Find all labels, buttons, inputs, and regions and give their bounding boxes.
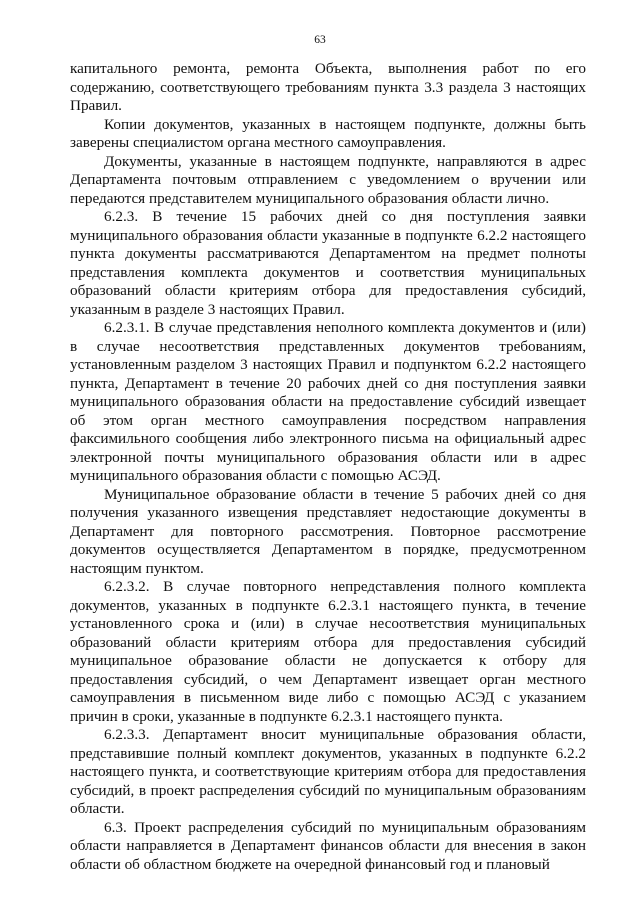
paragraph: Муниципальное образование области в течение 5 рабочих дней со дня получения указанного извещения представляет недостающие документы в Департамент для повторного рассмотрения. Повторное рассмотрение документов осуществляется Департаментом в порядке, предусмотренном настоящим пунктом. xyxy=(70,485,586,577)
paragraph-6-2-3: 6.2.3. В течение 15 рабочих дней со дня поступления заявки муниципального образования области указанные в подпункте 6.2.2 настоящего пункта документы рассматриваются Департаментом на предмет полноты представления комплекта документов и соответствия муниципальных образований области критериям отбора для предоставления субсидий, указанным в разделе 3 настоящих Правил. xyxy=(70,208,586,318)
document-body xyxy=(70,60,586,874)
paragraph-6-2-3-2: 6.2.3.2. В случае повторного непредставления полного комплекта документов, указанных в подпункте 6.2.3.1 настоящего пункта, в течение установленного срока и (или) в случае несоответствия муниципальных образований области критериям отбора для предоставления субсидий муниципальное образование области не допускается к отбору для предоставления субсидий, о чем Департамент извещает орган местного самоуправления в письменном виде либо с помощью АСЭД с указанием причин в сроки, указанные в подпункте 6.2.3.1 настоящего пункта. xyxy=(70,578,586,725)
page-number: 63 xyxy=(314,34,326,46)
paragraph: Документы, указанные в настоящем подпункте, направляются в адрес Департамента почтовым отправлением с уведомлением о вручении или передаются представителем муниципального образования области лично. xyxy=(70,152,586,207)
paragraph-6-2-3-1: 6.2.3.1. В случае представления неполного комплекта документов и (или) в случае несоответствия представленных документов требованиям, установленным разделом 3 настоящих Правил и подпунктом 6.2.2 настоящего пункта, Департамент в течение 20 рабочих дней со дня поступления заявки муниципального образования области на предоставление субсидий извещает об этом орган местного самоуправления посредством направления факсимильного сообщения либо электронного письма на официальный адрес электронной почты муниципального образования области или в адрес муниципального образования области с помощью АСЭД. xyxy=(70,319,586,484)
paragraph-6-2-3-3: 6.2.3.3. Департамент вносит муниципальные образования области, представившие полный комплект документов, указанных в подпункте 6.2.2 настоящего пункта, и соответствующие критериям отбора для предоставления субсидий, в проект распределения субсидий по муниципальным образованиям области. xyxy=(70,726,586,817)
paragraph-6-3: 6.3. Проект распределения субсидий по муниципальным образованиям области направляется в Департамент финансов области для внесения в закон области об областном бюджете на очередной финансовый год и плановый xyxy=(70,818,586,873)
paragraph: Копии документов, указанных в настоящем подпункте, должны быть заверены специалистом органа местного самоуправления. xyxy=(70,115,586,151)
paragraph-continuation: капитального ремонта, ремонта Объекта, выполнения работ по его содержанию, соответствующего требованиям пункта 3.3 раздела 3 настоящих Правил. xyxy=(70,60,586,114)
